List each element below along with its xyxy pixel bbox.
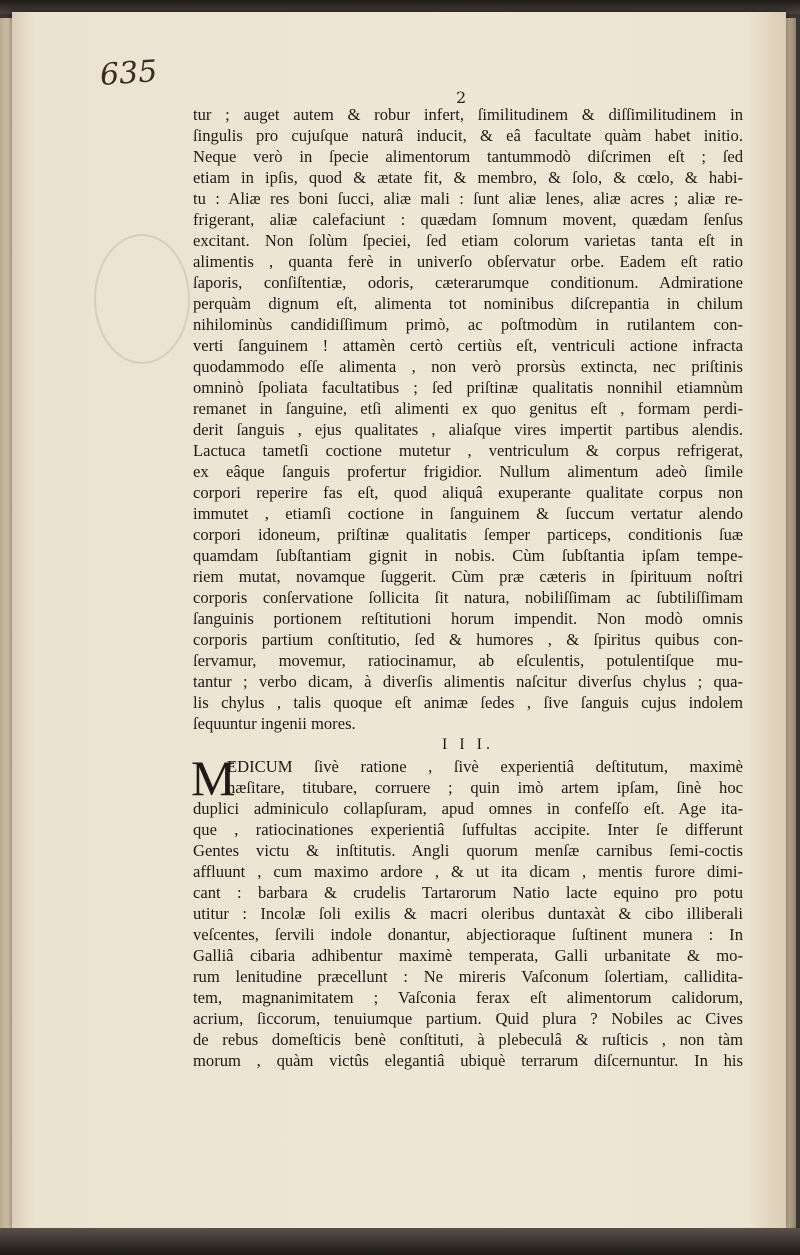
text-line: tur ; auget autem & robur infert, ſimilitudinem & diſſimilitudinem in [193, 105, 743, 124]
text-line: affluunt , cum maximo ardore , & ut ita dicam , mentis furore dimi- [193, 862, 743, 881]
text-line: quodammodo eſſe alimenta , non verò prorsùs extincta, nec priſtinis [193, 357, 743, 376]
text-line: ſequuntur ingenii mores. [193, 714, 356, 733]
text-line: ſervamur, movemur, ratiocinamur, ab eſculentis, potulentiſque mu- [193, 651, 743, 670]
text-line: Lactuca tametſi coctione mutetur , ventriculum & corpus refrigerat, [193, 441, 743, 460]
text-line: etiam in ipſis, quod & ætate fit, & membro, & ſolo, & cœlo, & habi- [193, 168, 743, 187]
text-line: Galliâ cibaria adhibentur maximè temperata, Galli urbanitate & mo- [193, 946, 743, 965]
paragraph-1 [193, 104, 743, 734]
text-line: Neque verò in ſpecie alimentorum tantummodò diſcrimen eſt ; ſed [193, 147, 743, 166]
text-block [193, 104, 743, 1071]
text-line: corpori idoneum, priſtinæ qualitatis ſemper particeps, conditionis ſuæ [193, 525, 743, 544]
handwritten-folio-number: 635 [98, 54, 159, 93]
book-fore-edge [786, 18, 796, 1228]
text-line: veſcentes, ſervili indole donantur, abjectioraque ſuſtinent munera : In [193, 925, 743, 944]
paragraph-2 [193, 798, 743, 1071]
text-line: corpori reperire fas eſt, quod aliquâ exuperante qualitate corpus non [193, 483, 743, 502]
page-number: 2 [456, 88, 467, 107]
text-line: excitant. Non ſolùm ſpeciei, ſed etiam colorum varietas tanta eſt in [193, 231, 743, 250]
text-line: utitur : Incolæ ſoli exilis & macri oleribus duntaxàt & cibo illiberali [193, 904, 743, 923]
section-heading: I I I. [442, 736, 494, 753]
text-line: tem, magnanimitatem ; Vaſconia ferax eſt alimentorum calidorum, [193, 988, 743, 1007]
text-line: morum , quàm victûs elegantiâ ubiquè terrarum diſcernuntur. In his [193, 1051, 743, 1070]
text-line: frigerant, aliæ calefaciunt : quædam ſomnum movent, quædam ſenſus [193, 210, 743, 229]
text-line: EDICUM ſivè ratione , ſivè experientiâ deſtitutum, maximè [227, 757, 743, 776]
text-line: ſingulis pro cujuſque naturâ inducit, & eâ facultate quàm habet initio. [193, 126, 743, 145]
text-line: verti ſanguinem ! attamèn certò certiùs eſt, ventriculi actione infracta [193, 336, 743, 355]
library-stamp [94, 234, 190, 364]
text-line: remanet in ſanguine, etſi alimenti ex quo genitus eſt , formam perdi- [193, 399, 743, 418]
text-line: hæſitare, titubare, corruere ; quin imò artem ipſam, ſinè hoc [227, 778, 743, 797]
text-line: omninò ſpoliata facultatibus ; ſed priſtinæ qualitatis nonnihil etiamnùm [193, 378, 743, 397]
text-line: alimentis , quanta ferè in univerſo obſervatur orbe. Eadem eſt ratio [193, 252, 743, 271]
text-line: ſanguinis portionem reſtitutioni horum impendit. Non modò omnis [193, 609, 743, 628]
text-line: corporis partium conſtitutio, ſed & humores , & ſpiritus quibus con- [193, 630, 743, 649]
scan-bottom-edge [0, 1228, 800, 1255]
drop-cap: M [191, 750, 236, 806]
text-line: nihilominùs candidiſſimum primò, ac poſtmodùm in rutilantem con- [193, 315, 743, 334]
text-line: quamdam ſubſtantiam gignit in nobis. Cùm ſubſtantia ipſam tempe- [193, 546, 743, 565]
text-line: cant : barbara & crudelis Tartarorum Natio lacte equino pro potu [193, 883, 743, 902]
text-line: ex eâque ſanguis profertur frigidior. Nullum alimentum adeò ſimile [193, 462, 743, 481]
text-line: ſaporis, conſiſtentiæ, odoris, cæterarumque conditionum. Admiratione [193, 273, 743, 292]
text-line: duplici adminiculo collapſuram, apud omnes in confeſſo eſt. Age ita- [193, 799, 743, 818]
text-line: derit ſanguis , ejus qualitates , aliaſque vires impertit partibus alendis. [193, 420, 743, 439]
text-line: lis chylus , talis quoque eſt animæ ſedes , ſive ſanguis cujus indolem [193, 693, 743, 712]
text-line: tu : Aliæ res boni ſucci, aliæ mali : ſunt aliæ lenes, aliæ acres ; aliæ re- [193, 189, 743, 208]
text-line: corporis conſervatione ſollicita ſit natura, nobiliſſimam ac ſubtiliſſimam [193, 588, 743, 607]
text-line: perquàm dignum eſt, alimenta tot nominibus diſcrepantia in chilum [193, 294, 743, 313]
text-line: riem mutat, novamque ſuggerit. Cùm præ cæteris in ſpirituum noſtri [193, 567, 743, 586]
text-line: Gentes victu & inſtitutis. Angli quorum menſæ carnibus ſemi-coctis [193, 841, 743, 860]
text-line: tantur ; verbo dicam, à diverſis alimentis naſcitur diverſus chylus ; qua- [193, 672, 743, 691]
text-line: acrium, ſiccorum, tenuiumque partium. Quid plura ? Nobiles ac Cives [193, 1009, 743, 1028]
text-line: immutet , etiamſi coctione in ſanguinem & ſuccum vertatur alendo [193, 504, 743, 523]
text-line: que , ratiocinationes experientiâ ſuffultas accipite. Inter ſe differunt [193, 820, 743, 839]
text-line: de rebus domeſticis benè conſtituti, à plebeculâ & ruſticis , non tàm [193, 1030, 743, 1049]
text-line: rum lenitudine præcellunt : Ne mireris Vaſconum ſolertiam, calliditа- [193, 967, 743, 986]
paragraph-2-opening [191, 750, 743, 806]
